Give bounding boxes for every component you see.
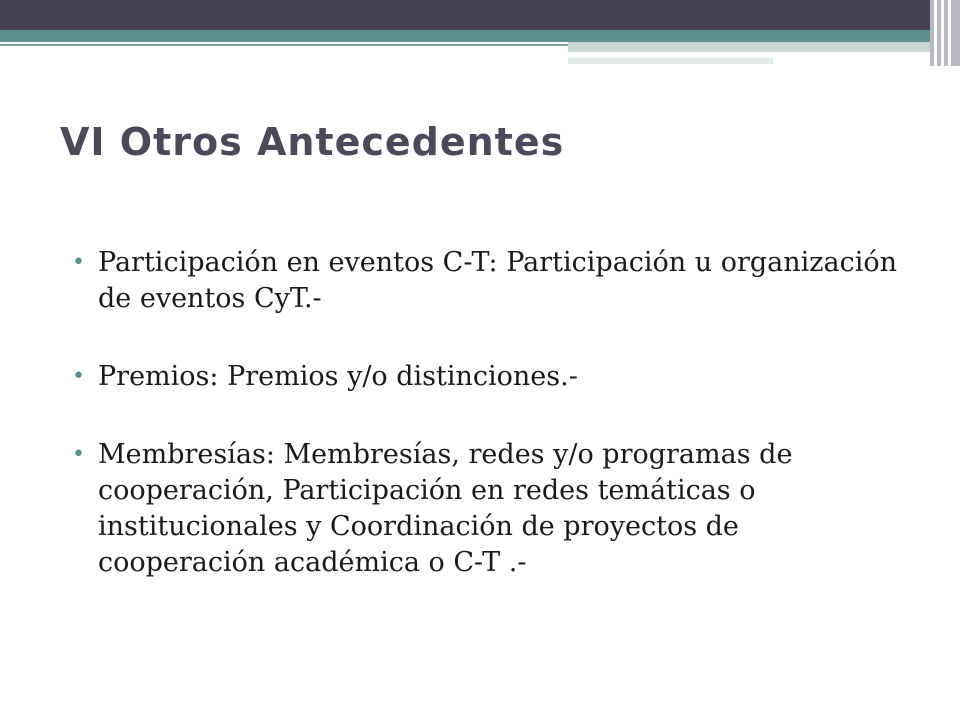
header-accent-band	[0, 30, 930, 42]
header-dark-band	[0, 0, 960, 30]
header-white-line	[568, 54, 888, 57]
bullet-item	[72, 359, 902, 395]
bullet-marker: •	[72, 442, 85, 467]
header-accent-step	[568, 42, 930, 52]
header-corner-stripes	[930, 0, 960, 66]
bullet-text: Premios: Premios y/o distinciones.-	[98, 361, 578, 392]
bullet-text: Participación en eventos C-T: Participación u organización de eventos CyT.-	[98, 247, 898, 314]
bullet-list	[72, 245, 902, 581]
bullet-item	[72, 245, 902, 317]
bullet-text: Membresías: Membresías, redes y/o programas de cooperación, Participación en redes temáticas o institucionales y Coordinación de proyectos de cooperación académica o C-T .-	[98, 439, 793, 578]
bullet-marker: •	[72, 364, 85, 389]
bullet-item	[72, 437, 902, 581]
header-faint-band	[568, 58, 773, 64]
bullet-marker: •	[72, 250, 85, 275]
header-accent-line	[0, 44, 568, 46]
slide-title: VI Otros Antecedentes	[60, 120, 565, 164]
